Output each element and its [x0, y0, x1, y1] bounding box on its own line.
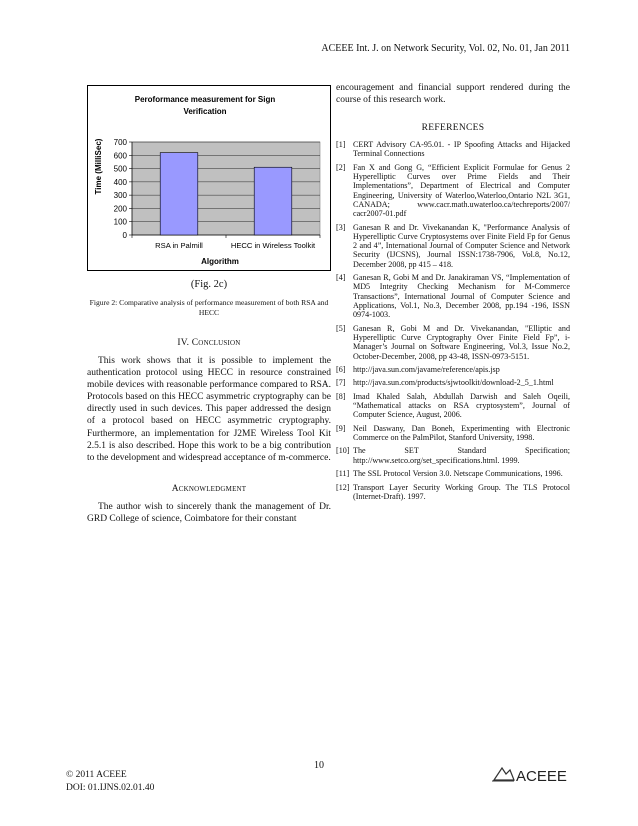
x-tick-label: HECC in Wireless Toolkit	[230, 241, 316, 250]
reference-text: CERT Advisory CA-95.01. - IP Spoofing Attacks and Hijacked Terminal Connections	[353, 140, 570, 159]
reference-text: http://java.sun.com/products/sjwtoolkit/download-2_5_1.html	[353, 378, 554, 388]
reference-text: The SSL Protocol Version 3.0. Netscape Communications, 1996.	[353, 469, 563, 479]
reference-number: [2]	[336, 162, 346, 172]
reference-number: [6]	[336, 365, 346, 374]
reference-list	[336, 140, 570, 505]
reference-item	[336, 273, 570, 319]
y-tick-label: 100	[113, 217, 127, 227]
reference-number: [8]	[336, 391, 346, 401]
reference-text: Ganesan R and Dr. Vivekanandan K, "Performance Analysis of Hyperelliptic Curve Cryptosystems over Finite Field Fp for Genus 2 and 4”, International Journal of Computer Science and Network Security (IJCSNS), Journal ISSN:1738-7906, Vol.8, No.12, December 2008, pp 415 – 418.	[353, 222, 570, 269]
reference-item	[336, 324, 570, 361]
reference-text: Neil Daswany, Dan Boneh, Experimenting with Electronic Commerce on the PalmPilot, Stanford University, 1998.	[353, 423, 570, 443]
aceee-logo	[492, 764, 574, 786]
reference-text: Fan X and Gong G, “Efficient Explicit Formulae for Genus 2 Hyperelliptic Curves over Prime Fields and Their Implementations”, Department of Electrical and Computer Engineering, University of Waterloo,Waterloo,Ontario N2L 3G1, CANADA; www.cacr.math.uwaterloo.ca/techreports/2007/ cacr2007-01.pdf	[353, 162, 570, 219]
conclusion-heading: IV. Conclusion	[177, 338, 241, 348]
reference-number: [11]	[336, 469, 350, 479]
bar	[254, 167, 292, 235]
reference-item	[336, 140, 570, 159]
reference-text: Ganesan R, Gobi M and Dr. Janakiraman VS, “Implementation of MD5 Integrity Checking Mechanism for M-Commerce Transactions”, International Journal of Computer Science and Applications, Vol.1, No.3, December 2008, pp.194 -196, ISSN 0974-1003.	[353, 273, 570, 320]
x-tick-label: RSA in Palmill	[155, 241, 203, 250]
doi-text: DOI: 01.IJNS.02.01.40	[66, 783, 155, 793]
acknowledgment-paragraph: The author wish to sincerely thank the management of Dr. GRD College of science, Coimbatore for their constant	[87, 502, 331, 525]
reference-number: [7]	[336, 378, 346, 388]
reference-item	[336, 365, 570, 374]
figure-chart	[87, 85, 331, 271]
bar	[160, 153, 198, 235]
reference-text: Imad Khaled Salah, Abdullah Darwish and Saleh Oqeili, “Mathematical attacks on RSA cryptosystem”, Journal of Computer Science, August, 2006.	[353, 391, 570, 420]
references-heading: REFERENCES	[421, 123, 485, 133]
reference-number: [10]	[336, 446, 350, 456]
reference-item	[336, 378, 570, 387]
chart-title-line: Verification	[183, 107, 227, 116]
figure-label: (Fig. 2c)	[190, 279, 228, 290]
y-tick-label: 500	[113, 164, 127, 174]
y-tick-label: 200	[113, 204, 127, 214]
running-head: ACEEE Int. J. on Network Security, Vol. 02, No. 01, Jan 2011	[321, 43, 570, 54]
y-tick-label: 400	[113, 177, 127, 187]
reference-text: Transport Layer Security Working Group. The TLS Protocol (Internet-Draft). 1997.	[353, 482, 570, 501]
y-tick-label: 0	[122, 231, 127, 240]
reference-text: http://java.sun.com/javame/reference/apis.jsp	[353, 365, 500, 374]
copyright-notice: © 2011 ACEEE	[66, 770, 127, 780]
reference-number: [3]	[336, 222, 346, 232]
conclusion-paragraph: This work shows that it is possible to implement the authentication protocol using HECC in resource constrained mobile devices with reasonable performance compared to RSA. Protocols based on this HECC asymmetric cryptography can be directly used in such devices. This paper addressed the design of a protocol based on HECC asymmetric cryptography. Furthermore, an implementation for J2ME Wireless Tool Kit 2.5.1 is also described. Hope this work to be a big contribution to the development and widespread acceptance of m-commerce.	[87, 356, 331, 463]
y-tick-label: 600	[113, 151, 127, 161]
y-axis-label: Time (MilliSec)	[94, 138, 103, 195]
reference-number: [5]	[336, 323, 346, 333]
bar-chart	[88, 86, 330, 270]
y-tick-label: 300	[113, 191, 127, 201]
reference-text: Ganesan R, Gobi M and Dr. Vivekanandan, "Elliptic and Hyperelliptic Curve Cryptography Over Finite Field Fp”, i-Manager’s Journal on Software Engineering, Vol.3, Issue No.2, October-December, 2008, pp 43-48, ISSN-0973-5151.	[353, 323, 570, 361]
reference-item	[336, 483, 570, 502]
y-tick-label: 700	[113, 138, 127, 147]
reference-item	[336, 223, 570, 269]
svg-text:ACEEE: ACEEE	[516, 768, 567, 785]
reference-number: [1]	[336, 140, 346, 149]
figure-caption: Figure 2: Comparative analysis of performance measurement of both RSA and HECC	[89, 298, 329, 317]
reference-item	[336, 163, 570, 219]
x-axis-label: Algorithm	[201, 257, 239, 266]
page-number: 10	[314, 760, 324, 771]
acknowledgment-heading: Acknowledgment	[171, 484, 247, 494]
reference-number: [4]	[336, 273, 346, 283]
chart-title-line: Peroformance measurement for Sign	[134, 95, 276, 104]
reference-item	[336, 469, 570, 478]
reference-text: The SET Standard Specification; http://www.setco.org/set_specifications.html. 1999.	[353, 446, 570, 465]
reference-number: [9]	[336, 423, 346, 433]
reference-item	[336, 446, 570, 465]
acknowledgment-continued: encouragement and financial support rendered during the course of this research work.	[336, 83, 570, 106]
reference-item	[336, 392, 570, 420]
reference-number: [12]	[336, 482, 350, 492]
reference-item	[336, 424, 570, 443]
